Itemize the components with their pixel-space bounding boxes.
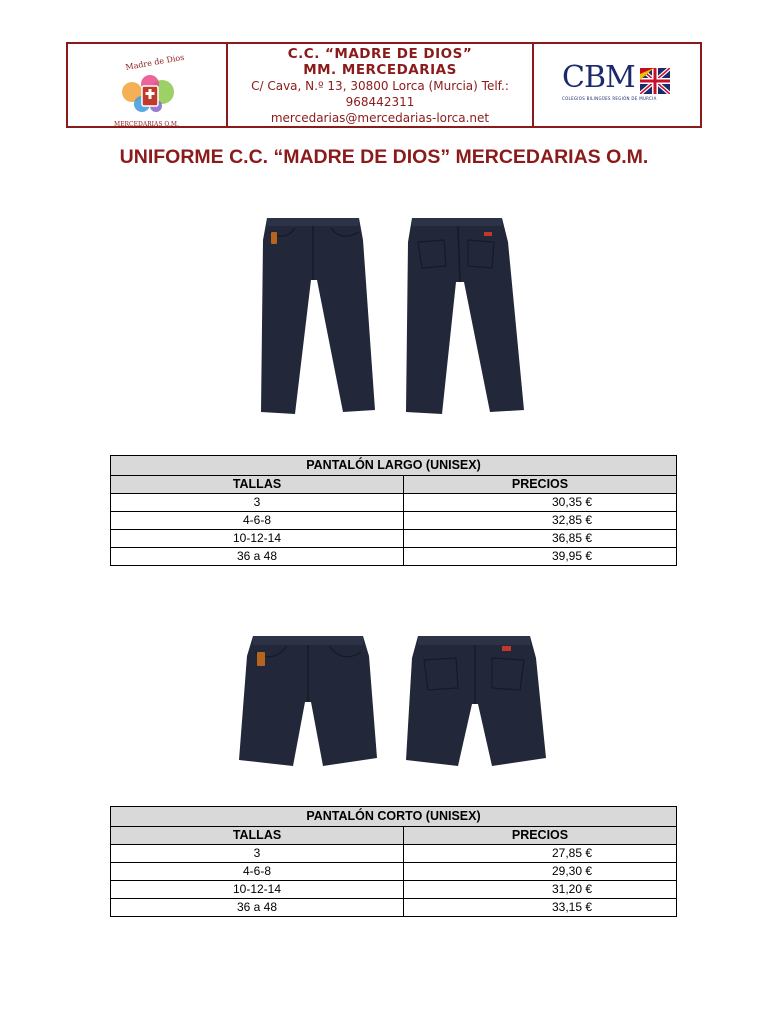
size-cell: 10-12-14: [111, 530, 404, 548]
price-cell: 33,15 €: [404, 899, 677, 917]
short-pants-back-image: [402, 632, 552, 772]
short-pants-price-table: [110, 806, 677, 917]
price-cell: 29,30 €: [404, 863, 677, 881]
column-header-sizes: TALLAS: [111, 476, 404, 494]
size-cell: 4-6-8: [111, 863, 404, 881]
table-row: [111, 845, 677, 863]
column-header-sizes: TALLAS: [111, 827, 404, 845]
email: mercedarias@mercedarias-lorca.net: [270, 111, 490, 125]
column-header-prices: PRECIOS: [404, 827, 677, 845]
price-cell: 32,85 €: [404, 512, 677, 530]
table-caption: PANTALÓN CORTO (UNISEX): [111, 807, 677, 827]
size-cell: 36 a 48: [111, 899, 404, 917]
price-cell: 30,35 €: [404, 494, 677, 512]
cbm-subtitle: COLEGIOS BILINGÜES REGIÓN DE MURCIA: [562, 96, 657, 101]
logo-arc-text: Madre de Dios: [124, 52, 185, 72]
letterhead: [66, 42, 702, 128]
table-row: [111, 530, 677, 548]
size-cell: 10-12-14: [111, 881, 404, 899]
table-row: [111, 548, 677, 566]
table-row: [111, 881, 677, 899]
page-title: UNIFORME C.C. “MADRE DE DIOS” MERCEDARIAS O.M.: [119, 146, 649, 168]
table-row: [111, 494, 677, 512]
column-header-prices: PRECIOS: [404, 476, 677, 494]
long-pants-front-image: [255, 210, 395, 420]
price-cell: 31,20 €: [404, 881, 677, 899]
cbm-logo-cell: [534, 44, 700, 126]
school-logo-cell: [68, 44, 228, 126]
size-cell: 4-6-8: [111, 512, 404, 530]
address: C/ Cava, N.º 13, 30800 Lorca (Murcia) Telf.:: [251, 79, 509, 93]
size-cell: 36 a 48: [111, 548, 404, 566]
size-cell: 3: [111, 845, 404, 863]
long-pants-price-table: [110, 455, 677, 566]
uk-spain-flag-icon: [640, 68, 670, 94]
size-cell: 3: [111, 494, 404, 512]
school-name: C.C. “MADRE DE DIOS”: [287, 46, 473, 62]
long-pants-back-image: [398, 210, 538, 420]
price-cell: 39,95 €: [404, 548, 677, 566]
table-row: [111, 899, 677, 917]
order-name: MM. MERCEDARIAS: [303, 62, 457, 78]
table-caption: PANTALÓN LARGO (UNISEX): [111, 456, 677, 476]
logo-bottom-text: MERCEDARIAS O.M.: [114, 121, 179, 126]
school-logo-icon: [68, 44, 224, 126]
price-cell: 36,85 €: [404, 530, 677, 548]
short-pants-front-image: [235, 632, 385, 772]
cbm-logo-icon: CBM: [562, 60, 635, 95]
school-info-cell: [228, 44, 534, 126]
phone: 968442311: [345, 95, 415, 109]
table-row: [111, 863, 677, 881]
price-cell: 27,85 €: [404, 845, 677, 863]
table-row: [111, 512, 677, 530]
